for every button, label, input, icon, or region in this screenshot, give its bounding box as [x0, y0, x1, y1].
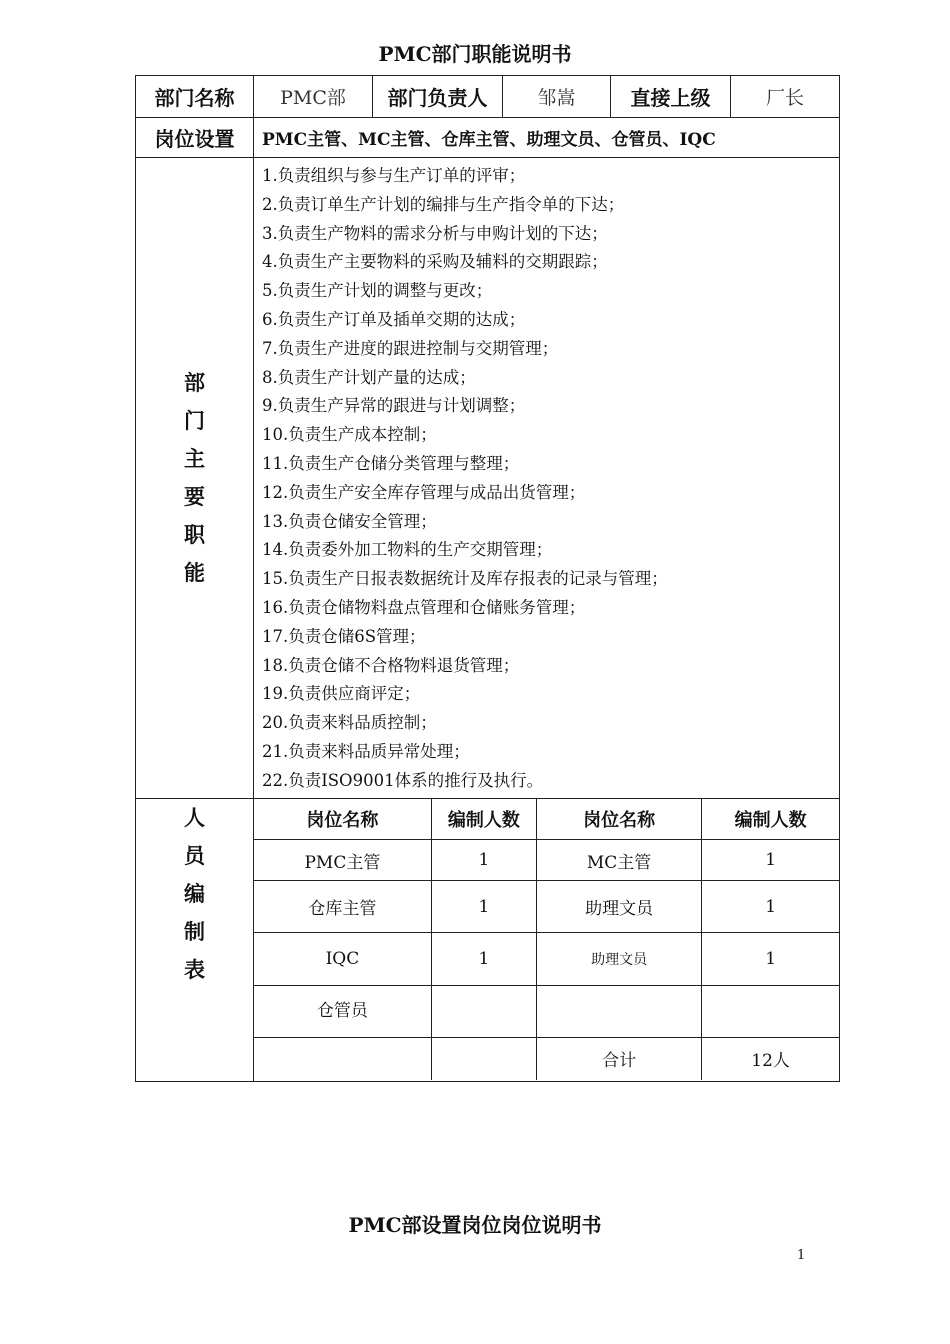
- staffing-label: [136, 798, 254, 1081]
- duties-label-char: 要: [184, 483, 205, 509]
- position-name: 助理文员: [536, 881, 701, 933]
- positions-row: [136, 118, 840, 158]
- headcount: 1: [431, 933, 536, 986]
- table-row: [254, 933, 839, 986]
- position-name-header: 岗位名称: [536, 799, 701, 840]
- duties-label-char: 能: [184, 559, 205, 585]
- duty-item: 14.负责委外加工物料的生产交期管理；: [262, 540, 553, 560]
- department-function-table: [135, 75, 840, 1082]
- staffing-cell: [254, 798, 840, 1081]
- headcount-header: 编制人数: [431, 799, 536, 840]
- section-title: PMC部设置岗位岗位说明书: [348, 1213, 602, 1237]
- staffing-label-char: 员: [184, 842, 205, 868]
- duty-item: 5.负责生产计划的调整与更改；: [262, 281, 493, 301]
- duty-item: 15.负责生产日报表数据统计及库存报表的记录与管理；: [262, 569, 668, 589]
- duty-item: 11.负责生产仓储分类管理与整理；: [262, 453, 520, 473]
- table-row: [254, 986, 839, 1038]
- duty-item: 8.负责生产计划产量的达成；: [262, 367, 476, 387]
- staffing-header-row: [254, 799, 839, 840]
- headcount: [702, 986, 839, 1038]
- position-name: MC主管: [536, 840, 701, 881]
- duties-label-char: 主: [184, 445, 205, 471]
- superior-value: 厂长: [731, 76, 840, 118]
- table-row: [254, 881, 839, 933]
- staffing-table: [254, 799, 839, 1080]
- position-name: 助理文员: [536, 933, 701, 986]
- duty-item: 1.负责组织与参与生产订单的评审；: [262, 166, 526, 185]
- duty-item: 13.负责仓储安全管理；: [262, 511, 437, 531]
- headcount: [431, 1038, 536, 1080]
- duty-item: 2.负责订单生产计划的编排与生产指令单的下达；: [262, 194, 625, 214]
- dept-name-label: 部门名称: [136, 76, 254, 118]
- superior-label: 直接上级: [611, 76, 731, 118]
- headcount: 1: [702, 840, 839, 881]
- duty-item: 21.负责来料品质异常处理；: [262, 741, 470, 761]
- manager-label: 部门负责人: [373, 76, 503, 118]
- positions-value: PMC主管、MC主管、仓库主管、助理文员、仓管员、IQC: [254, 118, 840, 158]
- position-name: [536, 986, 701, 1038]
- position-name: IQC: [254, 933, 431, 986]
- headcount: 1: [431, 881, 536, 933]
- duty-item: 10.负责生产成本控制；: [262, 425, 437, 445]
- manager-value: 邹嵩: [503, 76, 611, 118]
- dept-name-value: PMC部: [254, 76, 373, 118]
- duties-label-char: 部: [184, 369, 205, 395]
- duties-label-char: 职: [184, 521, 205, 547]
- positions-label: 岗位设置: [136, 118, 254, 158]
- duty-item: 16.负责仓储物料盘点管理和仓储账务管理；: [262, 597, 586, 617]
- duty-item: 17.负责仓储6S管理；: [262, 626, 426, 646]
- headcount-header: 编制人数: [702, 799, 839, 840]
- position-name: 仓管员: [254, 986, 431, 1038]
- headcount: 1: [431, 840, 536, 881]
- duty-item: 7.负责生产进度的跟进控制与交期管理；: [262, 338, 559, 358]
- table-row: [254, 840, 839, 881]
- staffing-label-char: 人: [184, 804, 205, 830]
- page-number: 1: [797, 1248, 806, 1263]
- position-name-header: 岗位名称: [306, 809, 379, 831]
- duty-item: 4.负责生产主要物料的采购及辅料的交期跟踪；: [262, 252, 608, 272]
- total-label: 合计: [536, 1038, 701, 1080]
- duties-label: [136, 158, 254, 799]
- position-name: [254, 1038, 431, 1080]
- duties-row: [136, 158, 840, 799]
- duty-item: 12.负责生产安全库存管理与成品出货管理；: [262, 482, 586, 502]
- duty-item: 22.负责ISO9001体系的推行及执行。: [262, 770, 544, 790]
- document-title: PMC部门职能说明书: [378, 42, 572, 66]
- duty-item: 18.负责仓储不合格物料退货管理；: [262, 655, 520, 675]
- duty-item: 19.负责供应商评定；: [262, 684, 421, 704]
- total-row: [254, 1038, 839, 1080]
- duty-item: 9.负责生产异常的跟进与计划调整；: [262, 396, 526, 416]
- duties-list: [254, 158, 840, 799]
- position-name: PMC主管: [254, 840, 431, 881]
- total-value: 12人: [702, 1038, 839, 1080]
- headcount: 1: [702, 933, 839, 986]
- duty-item: 20.负责来料品质控制；: [262, 713, 437, 733]
- staffing-row: [136, 798, 840, 1081]
- duty-item: 3.负责生产物料的需求分析与申购计划的下达；: [262, 223, 608, 243]
- staffing-label-char: 制: [184, 918, 205, 944]
- duty-item: 6.负责生产订单及插单交期的达成；: [262, 309, 526, 329]
- header-row: [136, 76, 840, 118]
- headcount: [431, 986, 536, 1038]
- headcount: 1: [702, 881, 839, 933]
- staffing-label-char: 编: [184, 880, 205, 906]
- duties-label-char: 门: [184, 407, 205, 433]
- staffing-label-char: 表: [184, 956, 205, 982]
- position-name: 仓库主管: [254, 881, 431, 933]
